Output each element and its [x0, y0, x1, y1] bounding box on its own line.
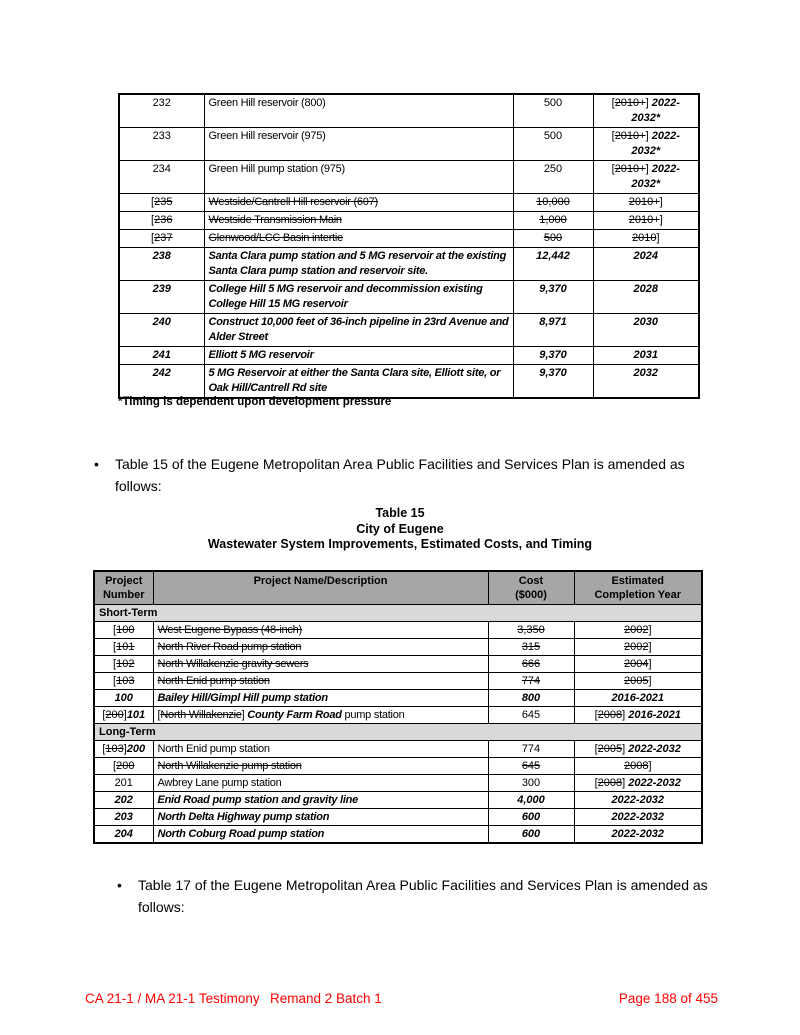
inserted-text: 5 MG Reservoir at either the Santa Clara site, Elliott site, or Oak Hill/Cantrell Rd site [208, 367, 501, 394]
section-row [94, 605, 702, 622]
year-cell [593, 128, 699, 161]
inserted-text: 238 [152, 250, 171, 262]
cost-cell [513, 94, 593, 128]
cost-cell [513, 161, 593, 194]
deleted-text: 3,350 [517, 624, 545, 636]
table-row [94, 639, 702, 656]
plain-text: 500 [543, 130, 563, 142]
num-cell [94, 826, 153, 844]
deleted-text: 103 [105, 743, 124, 755]
year-cell [593, 248, 699, 281]
year-cell [593, 347, 699, 365]
inserted-text: 101 [126, 709, 146, 721]
deleted-text: 500 [543, 232, 563, 244]
inserted-text: 2024 [633, 250, 658, 262]
plain-text: [ [102, 743, 106, 755]
plain-text: [ [113, 658, 117, 670]
year-cell [593, 94, 699, 128]
deleted-text: 101 [116, 641, 135, 653]
desc-cell [153, 826, 488, 844]
desc-cell [204, 347, 513, 365]
table-row [119, 128, 699, 161]
deleted-text: Westside Transmission Main [208, 214, 342, 226]
inserted-text: 239 [152, 283, 171, 295]
plain-text: 300 [521, 777, 541, 789]
cost-cell [513, 347, 593, 365]
deleted-text: 315 [521, 641, 541, 653]
inserted-text: Santa Clara pump station and 5 MG reservoir at the existing Santa Clara pump station and reservoir site. [208, 250, 507, 277]
inserted-text: 242 [152, 367, 171, 379]
table-row [119, 281, 699, 314]
inserted-text: 9,370 [539, 367, 567, 379]
deleted-text: 2002 [623, 624, 649, 636]
plain-text: [ [594, 709, 598, 721]
table-row [119, 194, 699, 212]
plain-text: ] [659, 214, 663, 226]
column-header-line: Project Name/Description [253, 575, 388, 587]
plain-text: Green Hill reservoir (800) [208, 97, 326, 109]
plain-text: 250 [543, 163, 563, 175]
num-cell [94, 690, 153, 707]
plain-text: North Enid pump station [157, 743, 270, 755]
inserted-text: 800 [521, 692, 541, 704]
table-row [94, 741, 702, 758]
column-header-line: Project [105, 575, 143, 587]
plain-text: [ [151, 214, 155, 226]
desc-cell [204, 212, 513, 230]
inserted-text: County Farm Road [247, 709, 342, 721]
num-cell [119, 212, 204, 230]
deleted-text: 2008 [623, 760, 649, 772]
deleted-text: 200 [105, 709, 124, 721]
desc-cell [204, 128, 513, 161]
num-cell [119, 347, 204, 365]
column-header-line: Completion Year [594, 589, 682, 601]
plain-text: 233 [152, 130, 171, 142]
inserted-text: 600 [521, 811, 541, 823]
desc-cell [204, 281, 513, 314]
table-row [94, 809, 702, 826]
cost-cell [488, 622, 574, 639]
deleted-text: Glenwood/LCC Basin intertie [208, 232, 343, 244]
num-cell [119, 230, 204, 248]
inserted-text: 2022-2032* [631, 97, 680, 124]
plain-text: [ [113, 760, 117, 772]
desc-cell [204, 194, 513, 212]
num-cell [119, 314, 204, 347]
plain-text: 232 [152, 97, 171, 109]
desc-cell [153, 741, 488, 758]
desc-cell [204, 161, 513, 194]
deleted-text: 2002 [623, 641, 649, 653]
desc-cell [153, 656, 488, 673]
inserted-text: 2022-2032 [628, 777, 681, 789]
cost-cell [488, 758, 574, 775]
cost-cell [488, 707, 574, 724]
plain-text: [ [594, 743, 598, 755]
deleted-text: North Willakenzie gravity sewers [157, 658, 309, 670]
inserted-text: College Hill 5 MG reservoir and decommission existing College Hill 15 MG reservoir [208, 283, 483, 310]
plain-text: ] [659, 196, 663, 208]
num-cell [94, 639, 153, 656]
deleted-text: 2010+ [614, 163, 646, 175]
deleted-text: 102 [116, 658, 135, 670]
table-row [119, 94, 699, 128]
deleted-text: North Enid pump station [157, 675, 270, 687]
inserted-text: 241 [152, 349, 171, 361]
desc-cell [153, 792, 488, 809]
plain-text: [ [157, 709, 161, 721]
num-cell [94, 656, 153, 673]
inserted-text: 2022-2032* [631, 163, 680, 190]
deleted-text: 2010+ [614, 97, 646, 109]
desc-cell [153, 809, 488, 826]
column-header [488, 571, 574, 605]
bullet-text-table17: Table 17 of the Eugene Metropolitan Area Public Facilities and Services Plan is amended as follows: [138, 877, 708, 915]
inserted-text: 2022-2032 [611, 794, 665, 806]
cost-cell [488, 809, 574, 826]
num-cell [94, 707, 153, 724]
plain-text: 234 [152, 163, 171, 175]
table15-title-line3: Wastewater System Improvements, Estimated Costs, and Timing [207, 537, 593, 551]
deleted-text: North Willakenzie pump station [157, 760, 302, 772]
num-cell [119, 194, 204, 212]
inserted-text: 100 [114, 692, 133, 704]
desc-cell [153, 707, 488, 724]
inserted-text: 2031 [633, 349, 658, 361]
plain-text: [ [611, 130, 615, 142]
cost-cell [488, 775, 574, 792]
plain-text: Green Hill reservoir (975) [208, 130, 326, 142]
deleted-text: North River Road pump station [157, 641, 302, 653]
inserted-text: North Delta Highway pump station [157, 811, 330, 823]
section-label: Long-Term [94, 724, 702, 741]
deleted-text: 2010 [631, 232, 657, 244]
table-row [94, 826, 702, 844]
year-cell [574, 792, 702, 809]
table-row [119, 212, 699, 230]
year-cell [574, 656, 702, 673]
inserted-text: Elliott 5 MG reservoir [208, 349, 314, 361]
bullet-item-table15 [92, 453, 710, 497]
year-cell [593, 314, 699, 347]
table15-title-line1: Table 15 [375, 506, 425, 520]
num-cell [94, 741, 153, 758]
deleted-text: 2010+ [628, 214, 660, 226]
inserted-text: 203 [114, 811, 133, 823]
year-cell [593, 281, 699, 314]
plain-text: [ [102, 709, 106, 721]
inserted-text: 2022-2032 [611, 811, 665, 823]
deleted-text: 103 [116, 675, 135, 687]
column-header-line: Estimated [611, 575, 665, 587]
inserted-text: 600 [521, 828, 541, 840]
bullet-item-table17 [115, 874, 711, 918]
plain-text: [ [594, 777, 598, 789]
plain-text: Awbrey Lane pump station [157, 777, 282, 789]
plain-text: ] [645, 163, 652, 175]
deleted-text: 200 [116, 760, 135, 772]
wastewater-table-header [94, 571, 702, 605]
year-cell [593, 161, 699, 194]
table-row [94, 673, 702, 690]
inserted-text: 2028 [633, 283, 658, 295]
deleted-text: 666 [521, 658, 541, 670]
desc-cell [204, 314, 513, 347]
num-cell [94, 809, 153, 826]
inserted-text: 2022-2032* [631, 130, 680, 157]
deleted-text: 1,000 [539, 214, 567, 226]
plain-text: pump station [341, 709, 405, 721]
desc-cell [153, 639, 488, 656]
plain-text: 500 [543, 97, 563, 109]
cost-cell [488, 690, 574, 707]
table-row [94, 792, 702, 809]
num-cell [94, 775, 153, 792]
num-cell [94, 622, 153, 639]
cost-cell [488, 673, 574, 690]
table-row [94, 707, 702, 724]
desc-cell [153, 622, 488, 639]
table-row [119, 230, 699, 248]
bullet-marker: • [94, 456, 99, 472]
inserted-text: Enid Road pump station and gravity line [157, 794, 358, 806]
table-row [119, 161, 699, 194]
desc-cell [204, 230, 513, 248]
table-row [119, 314, 699, 347]
water-improvements-table-body [119, 94, 699, 398]
plain-text: ] [123, 743, 127, 755]
column-header-line: Number [102, 589, 145, 601]
plain-text: ] [622, 743, 629, 755]
deleted-text: 235 [154, 196, 173, 208]
footer-case-label: CA 21-1 / MA 21-1 Testimony [85, 991, 260, 1006]
deleted-text: Westside/Cantrell Hill reservoir (607) [208, 196, 378, 208]
inserted-text: 4,000 [517, 794, 545, 806]
num-cell [94, 673, 153, 690]
inserted-text: 2032 [633, 367, 658, 379]
deleted-text: 10,000 [536, 196, 570, 208]
column-header-line: Cost [518, 575, 544, 587]
inserted-text: 2030 [633, 316, 658, 328]
cost-cell [513, 230, 593, 248]
column-header [94, 571, 153, 605]
page-footer [0, 991, 800, 1011]
cost-cell [513, 314, 593, 347]
plain-text: ] [645, 97, 652, 109]
deleted-text: North Willakenzie [160, 709, 242, 721]
num-cell [94, 758, 153, 775]
desc-cell [153, 758, 488, 775]
plain-text: ] [645, 130, 652, 142]
plain-text: ] [241, 709, 248, 721]
column-header [153, 571, 488, 605]
table15-title-line2: City of Eugene [356, 521, 444, 536]
deleted-text: 237 [154, 232, 173, 244]
inserted-text: 2016-2021 [628, 709, 681, 721]
inserted-text: 8,971 [539, 316, 567, 328]
table15-title-block [0, 506, 800, 553]
year-cell [574, 639, 702, 656]
cost-cell [513, 281, 593, 314]
plain-text: [ [113, 675, 117, 687]
deleted-text: West Eugene Bypass (48-inch) [157, 624, 302, 636]
deleted-text: 2008 [597, 777, 623, 789]
desc-cell [204, 94, 513, 128]
inserted-text: 2022-2032 [628, 743, 681, 755]
section-label: Short-Term [94, 605, 702, 622]
table-row [119, 248, 699, 281]
desc-cell [204, 248, 513, 281]
desc-cell [153, 775, 488, 792]
year-cell [574, 673, 702, 690]
cost-cell [488, 826, 574, 844]
cost-cell [513, 194, 593, 212]
plain-text: [ [151, 232, 155, 244]
table-row [94, 622, 702, 639]
cost-cell [488, 656, 574, 673]
footer-batch-label: Remand 2 Batch 1 [270, 991, 382, 1006]
desc-cell [204, 365, 513, 399]
num-cell [119, 94, 204, 128]
inserted-text: 200 [126, 743, 146, 755]
bullet-marker: • [117, 877, 122, 893]
num-cell [94, 792, 153, 809]
plain-text: 645 [521, 709, 541, 721]
inserted-text: North Coburg Road pump station [157, 828, 325, 840]
deleted-text: 2010+ [614, 130, 646, 142]
deleted-text: 2005 [597, 743, 623, 755]
plain-text: ] [648, 624, 652, 636]
plain-text: 774 [521, 743, 541, 755]
inserted-text: 9,370 [539, 349, 567, 361]
cost-cell [488, 639, 574, 656]
desc-cell [153, 690, 488, 707]
year-cell [574, 622, 702, 639]
cost-cell [488, 792, 574, 809]
inserted-text: 240 [152, 316, 171, 328]
inserted-text: 202 [114, 794, 133, 806]
plain-text: Green Hill pump station (975) [208, 163, 345, 175]
inserted-text: 12,442 [536, 250, 570, 262]
plain-text: ] [123, 709, 127, 721]
year-cell [593, 365, 699, 399]
deleted-text: 100 [116, 624, 135, 636]
cost-cell [513, 248, 593, 281]
timing-footnote: *Timing is dependent upon development pressure [118, 396, 392, 408]
table-row [94, 656, 702, 673]
footer-page-number: Page 188 of 455 [618, 991, 718, 1006]
section-row [94, 724, 702, 741]
plain-text: 201 [114, 777, 133, 789]
inserted-text: 2016-2021 [611, 692, 665, 704]
plain-text: ] [622, 777, 629, 789]
inserted-text: Construct 10,000 feet of 36-inch pipeline in 23rd Avenue and Alder Street [208, 316, 509, 343]
deleted-text: 2005 [623, 675, 649, 687]
deleted-text: 2008 [597, 709, 623, 721]
year-cell [574, 741, 702, 758]
plain-text: ] [648, 658, 652, 670]
bullet-text-table15: Table 15 of the Eugene Metropolitan Area Public Facilities and Services Plan is amended as follows: [115, 456, 685, 494]
wastewater-improvements-table [93, 570, 703, 844]
plain-text: ] [622, 709, 629, 721]
year-cell [574, 758, 702, 775]
desc-cell [153, 673, 488, 690]
year-cell [574, 809, 702, 826]
num-cell [119, 281, 204, 314]
plain-text: [ [113, 641, 117, 653]
year-cell [574, 707, 702, 724]
cost-cell [488, 741, 574, 758]
plain-text: ] [656, 232, 660, 244]
plain-text: ] [648, 641, 652, 653]
table-row [94, 758, 702, 775]
num-cell [119, 161, 204, 194]
year-cell [593, 212, 699, 230]
num-cell [119, 128, 204, 161]
inserted-text: 2022-2032 [611, 828, 665, 840]
deleted-text: 2010+ [628, 196, 660, 208]
inserted-text: 204 [114, 828, 133, 840]
inserted-text: 9,370 [539, 283, 567, 295]
cost-cell [513, 365, 593, 399]
deleted-text: 774 [521, 675, 541, 687]
deleted-text: 645 [521, 760, 541, 772]
year-cell [574, 775, 702, 792]
plain-text: ] [648, 675, 652, 687]
table-row [94, 690, 702, 707]
column-header-line: ($000) [515, 589, 547, 601]
water-improvements-table [118, 93, 700, 399]
cost-cell [513, 212, 593, 230]
plain-text: [ [611, 163, 615, 175]
plain-text: ] [648, 760, 652, 772]
column-header [574, 571, 702, 605]
year-cell [574, 826, 702, 844]
year-cell [574, 690, 702, 707]
table-row [94, 775, 702, 792]
num-cell [119, 365, 204, 399]
deleted-text: 2004 [623, 658, 649, 670]
deleted-text: 236 [154, 214, 173, 226]
year-cell [593, 194, 699, 212]
header-row [94, 571, 702, 605]
plain-text: [ [611, 97, 615, 109]
num-cell [119, 248, 204, 281]
table-row [119, 347, 699, 365]
plain-text: [ [113, 624, 117, 636]
table-row [119, 365, 699, 399]
cost-cell [513, 128, 593, 161]
year-cell [593, 230, 699, 248]
inserted-text: Bailey Hill/Gimpl Hill pump station [157, 692, 328, 704]
plain-text: [ [151, 196, 155, 208]
wastewater-table-body [94, 605, 702, 844]
